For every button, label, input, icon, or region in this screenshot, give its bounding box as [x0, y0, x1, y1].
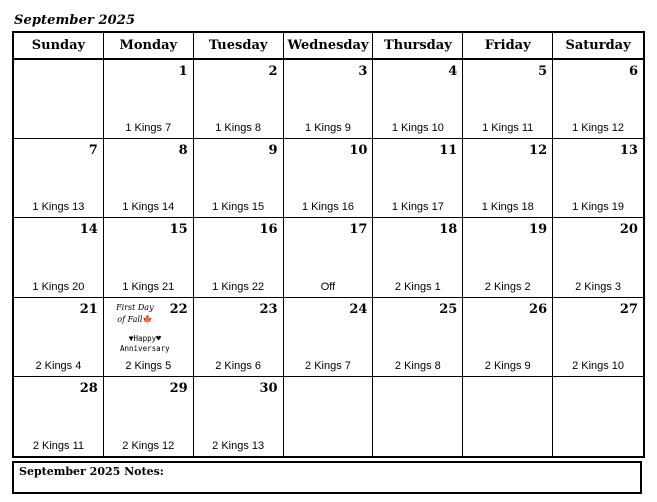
first-day-of-fall-note	[109, 302, 161, 326]
empty-day-cell	[463, 377, 553, 456]
day-cell[interactable]	[284, 60, 374, 139]
reading-label: 2 Kings 3	[575, 280, 621, 293]
weekday-header-tuesday: Tuesday	[194, 33, 284, 60]
day-cell[interactable]	[553, 218, 643, 297]
reading-label: 2 Kings 1	[394, 280, 441, 293]
day-cell[interactable]	[463, 139, 553, 218]
day-cell[interactable]	[14, 139, 104, 218]
day-cell[interactable]	[14, 298, 104, 377]
day-number: 28	[79, 380, 98, 396]
reading-label: 1 Kings 14	[122, 201, 175, 214]
day-number: 29	[169, 380, 188, 396]
reading-label: 1 Kings 7	[125, 122, 172, 135]
calendar-grid	[12, 31, 645, 458]
reading-label: 1 Kings 15	[212, 201, 265, 214]
reading-label: 1 Kings 19	[572, 201, 625, 214]
day-cell[interactable]	[373, 139, 463, 218]
day-number: 18	[439, 222, 458, 238]
empty-day-cell	[553, 377, 643, 456]
day-cell[interactable]	[104, 298, 194, 377]
day-number: 14	[79, 222, 98, 238]
weekday-header-thursday: Thursday	[373, 33, 463, 60]
note-text: Anniversary	[120, 343, 170, 353]
weekday-header-friday: Friday	[463, 33, 553, 60]
reading-label: 2 Kings 11	[32, 439, 84, 452]
note-text: Happy	[133, 333, 157, 343]
empty-day-cell	[284, 377, 374, 456]
notes-label: September 2025 Notes:	[19, 465, 164, 478]
reading-label: 1 Kings 20	[32, 280, 85, 293]
day-number: 23	[259, 301, 278, 317]
reading-label: 1 Kings 13	[32, 201, 85, 214]
day-number: 1	[178, 64, 188, 79]
day-number: 10	[349, 143, 368, 159]
day-number: 21	[79, 301, 98, 317]
day-number: 27	[619, 301, 638, 317]
weekday-header-sunday: Sunday	[14, 33, 104, 60]
reading-label: 1 Kings 10	[391, 122, 444, 135]
weekday-header-saturday: Saturday	[553, 33, 643, 60]
day-cell[interactable]	[104, 377, 194, 456]
heart-icon: ♥	[156, 333, 161, 343]
note-text: First Day	[116, 302, 154, 312]
day-cell[interactable]	[373, 218, 463, 297]
day-cell[interactable]	[104, 218, 194, 297]
day-cell[interactable]	[194, 298, 284, 377]
day-number: 19	[529, 222, 548, 238]
day-cell[interactable]	[194, 377, 284, 456]
day-number: 12	[529, 143, 548, 159]
day-number: 25	[439, 301, 458, 317]
note-text: of Fall	[117, 314, 143, 324]
day-cell[interactable]	[284, 218, 374, 297]
reading-label: 1 Kings 18	[481, 201, 534, 214]
day-number: 4	[448, 64, 458, 79]
shield-icon: ▼	[128, 333, 134, 343]
day-cell[interactable]	[463, 60, 553, 139]
day-cell[interactable]	[373, 60, 463, 139]
reading-label: 1 Kings 12	[572, 122, 625, 135]
day-cell[interactable]	[553, 60, 643, 139]
day-number: 7	[88, 143, 98, 159]
anniversary-note	[110, 334, 180, 354]
day-cell[interactable]	[284, 139, 374, 218]
day-number: 6	[628, 64, 638, 79]
day-cell[interactable]	[14, 218, 104, 297]
reading-label: 2 Kings 12	[122, 439, 175, 452]
day-cell[interactable]	[373, 298, 463, 377]
day-cell[interactable]	[104, 60, 194, 139]
day-cell[interactable]	[194, 218, 284, 297]
day-number: 24	[349, 301, 368, 317]
day-cell[interactable]	[284, 298, 374, 377]
reading-label: 2 Kings 7	[305, 359, 351, 372]
reading-label: 2 Kings 4	[35, 359, 82, 372]
reading-label: 2 Kings 5	[125, 359, 172, 372]
day-number: 30	[259, 380, 278, 396]
reading-label: 1 Kings 21	[122, 280, 175, 293]
day-number: 9	[268, 143, 278, 159]
reading-label: 1 Kings 17	[391, 201, 444, 214]
maple-leaf-icon: 🍁	[142, 314, 153, 324]
reading-label: 2 Kings 13	[212, 439, 265, 452]
reading-label: 1 Kings 8	[215, 122, 262, 135]
day-number: 13	[619, 143, 638, 159]
day-number: 5	[538, 64, 548, 79]
day-number: 26	[529, 301, 548, 317]
reading-label: 2 Kings 8	[394, 359, 441, 372]
reading-label: 1 Kings 22	[212, 280, 265, 293]
day-number: 17	[349, 222, 368, 238]
reading-label: Off	[320, 280, 336, 293]
reading-label: 2 Kings 6	[215, 359, 262, 372]
day-number: 20	[619, 222, 638, 238]
day-cell[interactable]	[194, 139, 284, 218]
day-cell[interactable]	[194, 60, 284, 139]
reading-label: 1 Kings 16	[302, 201, 354, 214]
reading-label: 2 Kings 10	[572, 359, 625, 372]
day-cell[interactable]	[14, 377, 104, 456]
empty-day-cell	[373, 377, 463, 456]
day-cell[interactable]	[463, 298, 553, 377]
reading-label: 1 Kings 9	[305, 122, 351, 135]
notes-box[interactable]	[12, 461, 642, 494]
day-number: 11	[439, 143, 458, 159]
day-cell[interactable]	[463, 218, 553, 297]
day-number: 2	[268, 64, 278, 79]
day-number: 8	[178, 143, 188, 159]
weekday-header-wednesday: Wednesday	[284, 33, 374, 60]
empty-day-cell	[14, 60, 104, 139]
day-cell[interactable]	[553, 298, 643, 377]
reading-label: 2 Kings 2	[484, 280, 531, 293]
reading-label: 1 Kings 11	[482, 122, 534, 135]
day-cell[interactable]	[104, 139, 194, 218]
reading-label: 2 Kings 9	[484, 359, 531, 372]
day-number: 16	[259, 222, 278, 238]
day-number: 22	[169, 301, 188, 317]
day-number: 15	[169, 222, 188, 238]
day-cell[interactable]	[553, 139, 643, 218]
weekday-header-monday: Monday	[104, 33, 194, 60]
day-number: 3	[358, 64, 368, 79]
calendar-title: September 2025	[14, 13, 136, 28]
